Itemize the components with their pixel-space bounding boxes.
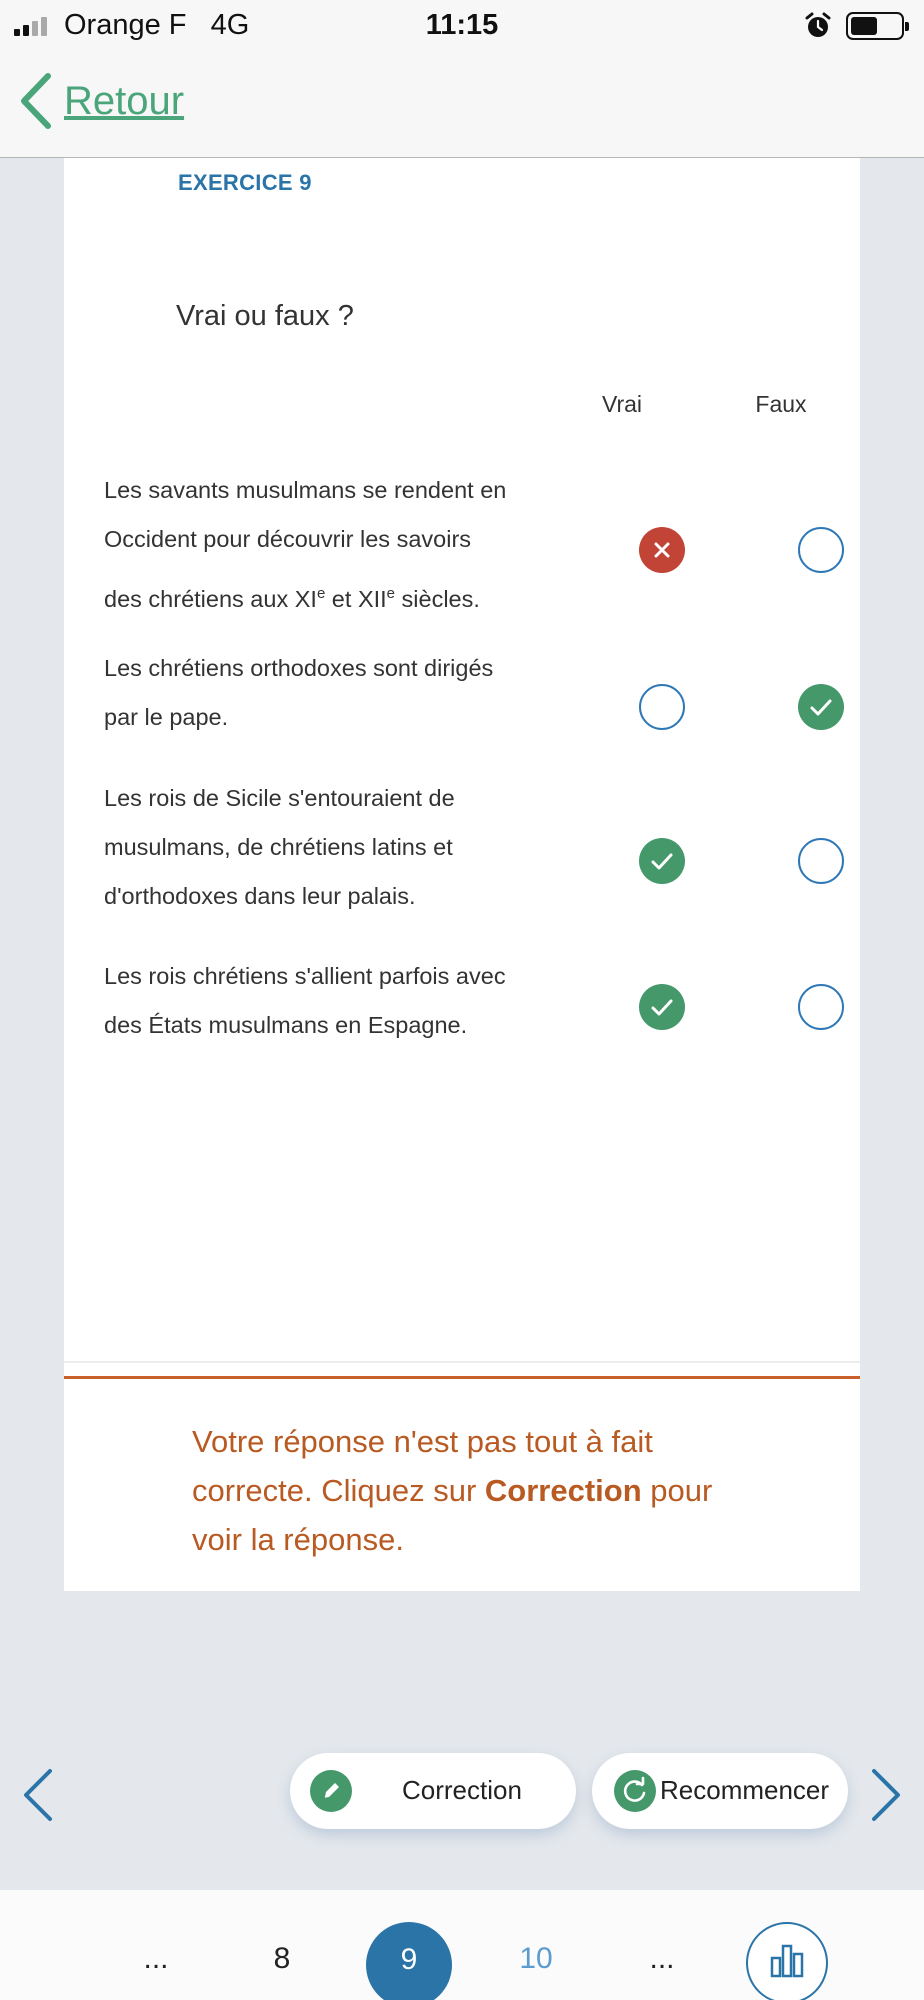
radio-vrai-correct[interactable]: [639, 838, 685, 884]
pagination: [0, 1890, 924, 2000]
radio-faux[interactable]: [798, 984, 844, 1030]
divider: [64, 1361, 860, 1363]
correction-button[interactable]: [290, 1753, 576, 1829]
statement-row: [104, 774, 824, 924]
page-ellipsis-left[interactable]: ...: [143, 1942, 169, 1975]
restart-label: Recommencer: [660, 1775, 830, 1805]
back-button[interactable]: [18, 72, 184, 130]
alarm-icon: [804, 12, 832, 40]
check-icon: [639, 838, 685, 884]
page-8[interactable]: 8: [273, 1942, 291, 1975]
radio-faux-correct[interactable]: [798, 684, 844, 730]
statement-row: [104, 644, 824, 744]
close-icon: [639, 527, 685, 573]
statement-line: par le pape.: [104, 704, 229, 730]
statement-line: des chrétiens aux XIe et XIIe siècles.: [104, 585, 480, 612]
exercise-label: EXERCICE 9: [178, 170, 312, 195]
statement-text: [104, 466, 534, 634]
nav-bar: [0, 52, 924, 158]
statement-row: [104, 466, 824, 626]
chevron-left-icon[interactable]: [18, 1765, 58, 1825]
feedback-text: Votre réponse n'est pas tout à fait correcte. Cliquez sur: [192, 1424, 653, 1508]
refresh-icon: [614, 1770, 656, 1812]
feedback-divider: [64, 1376, 860, 1379]
statement-text: [104, 644, 534, 742]
column-header-faux: Faux: [755, 391, 807, 417]
radio-vrai-wrong[interactable]: [639, 527, 685, 573]
page-10[interactable]: 10: [519, 1942, 553, 1975]
restart-button[interactable]: [592, 1753, 848, 1829]
feedback-message: [192, 1417, 752, 1564]
page-current[interactable]: 9: [366, 1922, 452, 2000]
question-title: Vrai ou faux ?: [176, 300, 354, 332]
statement-line: Occident pour découvrir les savoirs: [104, 526, 472, 552]
carrier-name: Orange F: [64, 9, 187, 41]
correction-label: Correction: [402, 1775, 522, 1805]
statement-line: Les rois chrétiens s'allient parfois avec: [104, 963, 506, 989]
check-icon: [798, 684, 844, 730]
radio-vrai[interactable]: [639, 684, 685, 730]
exercise-card: [64, 158, 860, 1591]
pencil-icon: [310, 1770, 352, 1812]
statement-line: d'orthodoxes dans leur palais.: [104, 883, 416, 909]
stats-button[interactable]: [746, 1922, 828, 2000]
statement-text: [104, 774, 534, 921]
status-bar: [0, 0, 924, 52]
statement-line: Les savants musulmans se rendent en: [104, 477, 507, 503]
statement-line: Les rois de Sicile s'entouraient de: [104, 785, 455, 811]
statement-line: Les chrétiens orthodoxes sont dirigés: [104, 655, 494, 681]
bar-chart-icon: [768, 1942, 806, 1980]
feedback-emphasis: Correction: [484, 1473, 642, 1508]
chevron-right-icon[interactable]: [866, 1765, 906, 1825]
statement-row: [104, 952, 824, 1052]
radio-faux[interactable]: [798, 838, 844, 884]
statement-text: [104, 952, 534, 1050]
battery-icon: [846, 12, 904, 40]
page-ellipsis-right[interactable]: ...: [649, 1942, 675, 1975]
back-label: Retour: [64, 78, 185, 123]
statement-line: musulmans, de chrétiens latins et: [104, 834, 453, 860]
statement-line: des États musulmans en Espagne.: [104, 1012, 468, 1038]
feedback-text: pour voir la réponse.: [192, 1473, 713, 1557]
column-header-vrai: Vrai: [601, 391, 643, 417]
chevron-left-icon: [18, 72, 54, 130]
radio-vrai-correct[interactable]: [639, 984, 685, 1030]
clock: 11:15: [425, 9, 499, 41]
check-icon: [639, 984, 685, 1030]
radio-faux[interactable]: [798, 527, 844, 573]
network-type: 4G: [210, 9, 250, 41]
